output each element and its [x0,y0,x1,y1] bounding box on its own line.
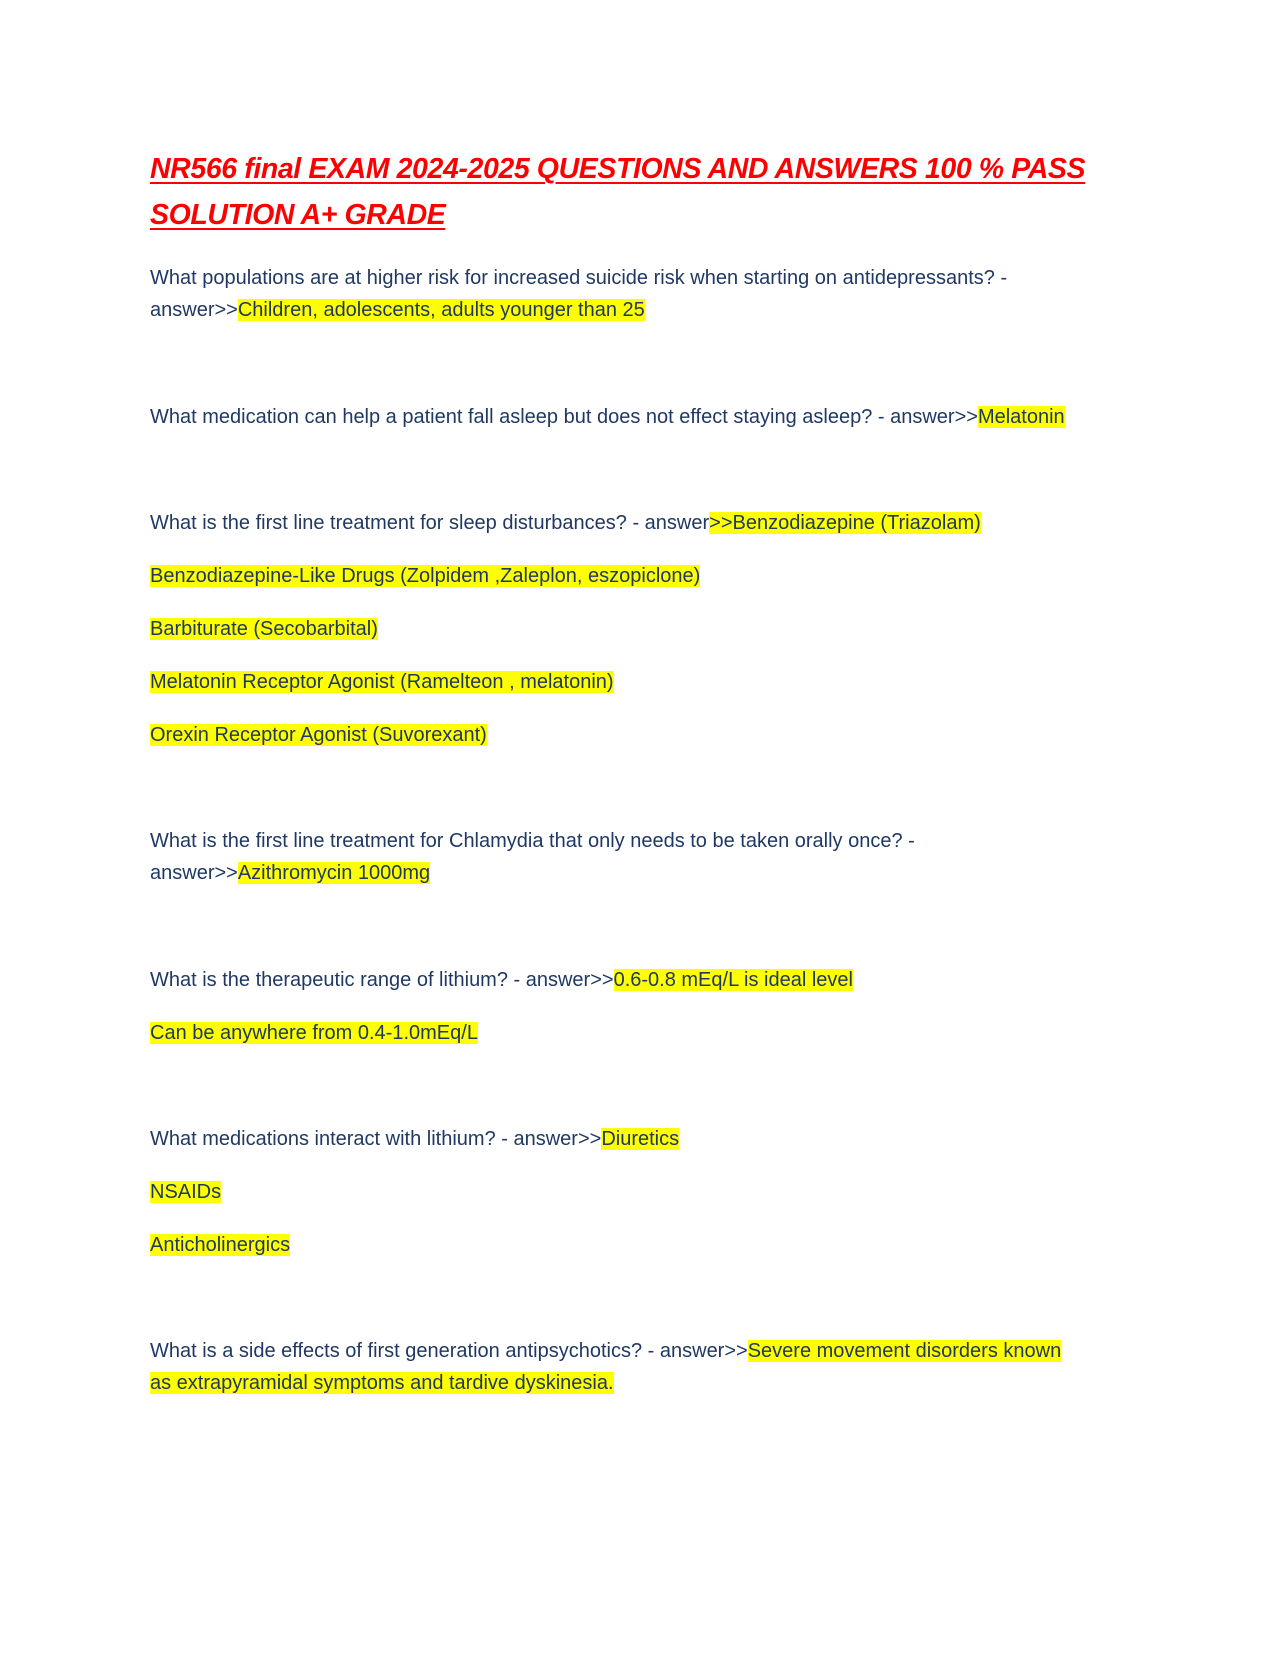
question-2-text: What medication can help a patient fall asleep but does not effect staying asleep? - answer>> [150,406,978,428]
question-2 [150,401,1140,433]
answer-4-prefix: answer>> [150,862,238,884]
answer-3-extra-3: Melatonin Receptor Agonist (Ramelteon , melatonin) [150,671,614,693]
answer-7-continuation: as extrapyramidal symptoms and tardive dyskinesia. [150,1372,614,1394]
answer-3-line-2 [150,560,1140,592]
answer-3-extra-1: Benzodiazepine-Like Drugs (Zolpidem ,Zaleplon, eszopiclone) [150,565,701,587]
answer-5-line-2 [150,1017,1140,1049]
question-4 [150,825,1140,857]
answer-3-line-4 [150,666,1140,698]
answer-4-highlight: Azithromycin 1000mg [237,862,431,884]
question-5-text: What is the therapeutic range of lithium? - answer>> [150,969,614,991]
question-7-text: What is a side effects of first generation antipsychotics? - answer>> [150,1340,748,1362]
answer-3-extra-4: Orexin Receptor Agonist (Suvorexant) [150,724,487,746]
question-6 [150,1123,1140,1155]
answer-6-extra-1: NSAIDs [150,1181,222,1203]
question-4-text: What is the first line treatment for Chlamydia that only needs to be taken orally once? - [150,830,915,852]
question-5 [150,964,1140,996]
question-3-text: What is the first line treatment for sleep disturbances? - answer [150,512,710,534]
answer-4 [150,857,1140,889]
answer-7-line-2 [150,1367,1140,1399]
answer-1-prefix: answer>> [150,299,238,321]
answer-1 [150,294,1140,326]
answer-5-highlight: 0.6-0.8 mEq/L is ideal level [613,969,853,991]
question-1-text: What populations are at higher risk for increased suicide risk when starting on antidepressants? - [150,267,1008,289]
question-6-text: What medications interact with lithium? - answer>> [150,1128,602,1150]
answer-6-line-2 [150,1176,1140,1208]
answer-3-line-3 [150,613,1140,645]
answer-6-highlight: Diuretics [601,1128,680,1150]
answer-6-line-3 [150,1229,1140,1261]
question-1 [150,262,1140,294]
question-3 [150,507,1140,539]
answer-3-extra-2: Barbiturate (Secobarbital) [150,618,378,640]
answer-5-extra-1: Can be anywhere from 0.4-1.0mEq/L [150,1022,478,1044]
answer-3-line-5 [150,719,1140,751]
answer-3-highlight: >>Benzodiazepine (Triazolam) [709,512,981,534]
question-7 [150,1335,1140,1367]
answer-2-highlight: Melatonin [977,406,1065,428]
answer-1-highlight: Children, adolescents, adults younger than 25 [237,299,645,321]
document-title: NR566 final EXAM 2024-2025 QUESTIONS AND ANSWERS 100 % PASS SOLUTION A+ GRADE [150,153,1086,231]
answer-7-highlight: Severe movement disorders known [747,1340,1062,1362]
answer-6-extra-2: Anticholinergics [150,1234,291,1256]
